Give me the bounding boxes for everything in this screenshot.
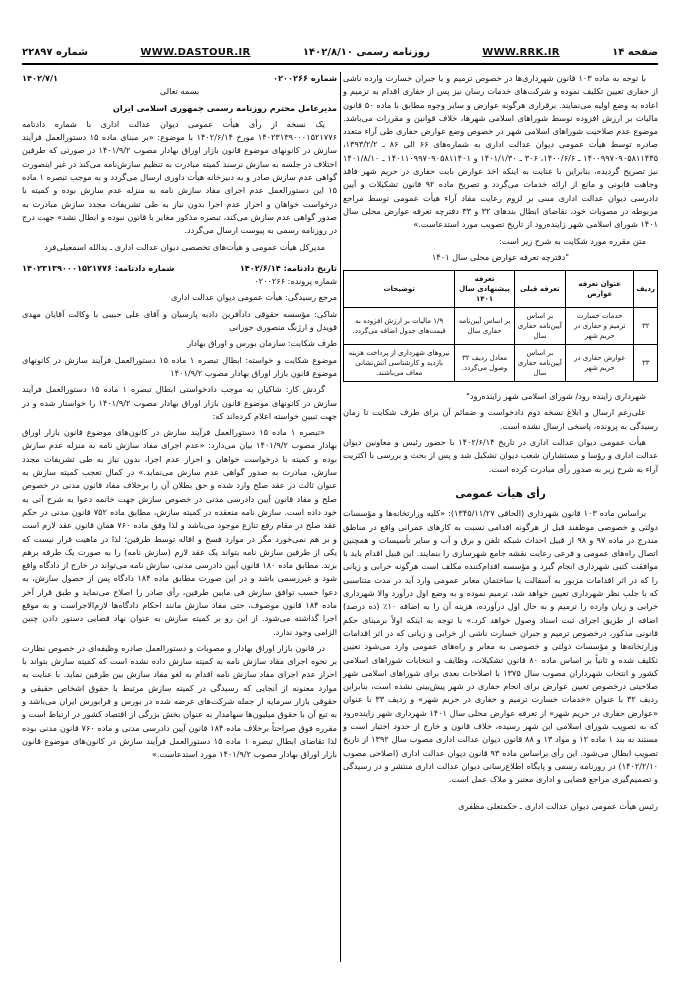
table-header-cell: ردیف — [634, 271, 658, 308]
paragraph: شهرداری زاینده رود/ شورای اسلامی شهر زاینده‌رود" — [466, 391, 646, 402]
paragraph: متن مقرره مورد شکایت به شرح زیر است: — [498, 235, 646, 246]
paragraph: یک نسخه از رأی هیأت عمومی دیوان عدالت اداری با شماره دادنامه ۱۴۰۲۳۱۳۹۰۰۰۱۵۲۱۷۷۶ مورخ ۱۴۰۲/۶/۱۴ با موضوع: «بر مبنای ماده ۱۵ دستورالعمل فرآیند سازش در کانونهای موضوع قانون بازار اوراق بهادار مصوب ۱۴۰۱/۹/۲ در صورتی که طرفین اختلاف در جلسه به سازش نرسند کمیته مبادرت به تنظیم سازش‌نامه می‌کند در غیر اینصورت گواهی عدم سازش صادر و به دبیرخانه هیأت داوری ارسال می‌گردد و به موجب تبصره ۱ ماده ۱۵ این دستورالعمل عدم اجرای مفاد سازش نامه به منزله عدم سازش بوده و کمیته با درخواست خواهان و احراز عدم اجرا بدون نیاز به طی تشریفات مجدد سازش مبادرت به صدور گواهی عدم سازش می‌کند، تبصره مذکور مغایر با قانون نبوده و ابطال نشد» جهت درج در روزنامه رسمی به پیوست ارسال می‌گردد. — [22, 118, 338, 236]
table-cell: بر اساس آیین‌نامه حفاری سال — [514, 308, 565, 345]
paragraph: علی‌رغم ارسال و ابلاغ نسخه دوم دادخواست و ضمائم آن برای طرف شکایت تا زمان رسیدگی به پرونده، پاسخی ارسال نشده است. — [343, 407, 658, 431]
site-link-left[interactable]: WWW.DASTOUR.IR — [140, 46, 251, 58]
plaintiff: شاکی: مؤسسه حقوقی دادآفرین دادبه پارسیان و آقای علی حبیبی با وکالت آقایان مهدی قویدل و ارژنگ منصوری جوزانی — [22, 308, 337, 333]
issue-number: شماره ۲۲۸۹۷ — [22, 46, 88, 58]
table-row — [344, 308, 658, 345]
process: گردش کار: شاکیان به موجب دادخواستی ابطال تبصره ۱ ماده ۱۵ دستورالعمل فرآیند سازش در کانونهای موضوع قانون بازار اوراق بهادار مصوب ۱۴۰۱/۹/۲ را خواستار شده و در جهت تبیین خواسته اعلام کرده‌اند که: — [22, 384, 337, 421]
table-header-cell: توضیحات — [344, 271, 455, 308]
addressee: مدیرعامل محترم روزنامه رسمی جمهوری اسلامی ایران — [112, 102, 337, 113]
paragraph: "دفترچه تعرفه عوارض محلی سال ۱۴۰۱ — [431, 251, 570, 262]
paragraph: براساس ماده ۱۰۳ قانون شهرداری (الحاقی ۱۳۴۵/۱۱/۲۷): «کلیه وزارتخانه‌ها و مؤسسات دولتی و خصوصی موظفند قبل از هرگونه اقدامی نسبت به کارهای عمرانی واقع در مناطق مندرج در ماده ۹۷ و ۹۸ از قبیل احداث شبکه تلفن و برق و آب و سایر تأسیسات و همچنین اتصال راه‌های عمومی و فرعی رعایت نقشه جامع شهرسازی را بنمایند. این قبیل اقدام باید با موافقت کتبی شهرداری انجام گیرد و مؤسسه اقدام‌کننده مکلف است هرگونه خرابی و زیانی را که در اثر اقدامات مزبور به آسفالت یا ساختمان معابر عمومی وارد آید در مدت متناسبی که با جلب نظر شهرداری تعیین خواهد شد، ترمیم نموده و به وضع اول درآورد والا شهرداری خرابی و زیان وارده را ترمیم و به حال اول درآورده، هزینه آن را به اضافه ۱۰٪ (ده درصد) اضافه از طریق اجرای ثبت اسناد وصول خواهد کرد.» با توجه به اینکه اولاً برمبنای حکم قانونی مذکور، درخصوص ترمیم و جبران خسارت ناشی از خرابی و زیانی که در اثر اقدامات وزارتخانه‌ها و مؤسسات دولتی و خصوصی به معابر و راه‌های عمومی وارد می‌شود تعیین تکلیف شده و ثانیاً بر اساس ماده ۸۰ قانون تشکیلات، وظایف و انتخابات شوراهای اسلامی کشور و انتخاب شهرداران مصوب سال ۱۳۷۵ با اصلاحات بعدی برای شوراهای اسلامی شهر صلاحیتی درخصوص تعیین عوارض برای انجام حفاری در شهر پیش‌بینی نشده است، بنابراین ردیف ۳۲ با عنوان «خدمات خسارت ترمیم و حفاری در حریم شهر» و ردیف ۳۳ با عنوان «عوارض حفاری در حریم شهر» از تعرفه عوارض محلی سال ۱۴۰۱ شهرداری شهر زاینده‌رود که به تصویب شورای اسلامی این شهر رسیده، خلاف قانون و خارج از حدود اختیار است و مستند به بند ۱ ماده ۱۲ و مواد ۱۳ و ۸۸ قانون دیوان عدالت اداری مصوب سال ۱۳۹۲ از تاریخ تصویب ابطال می‌شود. این رأی براساس ماده ۹۳ قانون دیوان عدالت اداری (اصلاحی مصوب ۱۴۰۲/۲/۱۰) در روزنامه رسمی و پایگاه اطلاع‌رسانی دیوان عدالت اداری منتشر و در رسیدگی و تصمیم‌گیری مراجع قضایی و اداری معتبر و ملاک عمل است. — [343, 508, 659, 785]
table-cell: ۳۲ — [634, 308, 658, 345]
authority: مرجع رسیدگی: هیأت عمومی دیوان عدالت اداری — [170, 292, 337, 303]
page-number: صفحه ۱۴ — [612, 46, 658, 58]
case-date: تاریخ دادنامه: ۱۴۰۲/۶/۱۴ — [239, 262, 337, 273]
table-cell: ۱/۹ مالیات بر ارزش افزوده به قیمت‌های جدول اضافه می‌گردد. — [344, 308, 455, 345]
paragraph: هیأت عمومی دیوان عدالت اداری در تاریخ ۱۴۰۲/۶/۱۴ با حضور رئیس و معاونین دیوان عدالت اداری و رؤسا و مستشاران شعب دیوان تشکیل شد و پس از بحث و بررسی با اکثریت آراء به شرح زیر به صدور رأی مبادرت کرده است. — [343, 437, 658, 474]
table-cell: ۳۳ — [634, 345, 658, 382]
table-cell: نیروهای شهرداری از پرداخت هزینه بازدید و کارشناسی آتش‌نشانی معاف می‌باشند. — [344, 345, 455, 382]
paragraph: با توجه به ماده ۱۰۳ قانون شهرداری‌ها در خصوص ترمیم و یا جبران خسارت وارده ناشی از حفاری تعیین تکلیف نموده و شرکت‌های خدمات رسان نیز پس از حفاری اقدام به ترمیم و اعاده به وضع اولیه می‌نمایند. برقراری هرگونه عوارض و سایر وجوه مطابق با ماده ۵۰ قانون مالیات بر ارزش افزوده توسط شوراهای اسلامی شهرها، خلاف قوانین و مقررات می‌باشد. موضوع عدم صلاحیت شوراهای اسلامی شهر در خصوص وضع عوارض حفاری طی آراء متعدد صادره توسط هیأت عمومی دیوان عدالت اداری به شماره‌های ۶۶ الی ۸۶ ـ ۱۳۹۳/۲/۲، ۱۴۰۰۹۹۷۰۹۰۵۸۱۱۴۴۵ ـ ۱۴۰۰/۶/۶، ۳۰۶ ـ ۱۴۰۱/۱/۳۰ و ۱۴۰۱۱۰۹۹۷۰۹۰۵۸۱۱۴۰۱ ـ ۱۴۰۱/۸/۱۰ نیز تصریح گردیده، بنابراین با عنایت به اینکه اخذ عوارض بابت حفاری در حریم شهر فاقد وجاهت قانونی و مانع از ارائه خدمات می‌گردد و تصریح ماده ۹۲ قانون تشکیلات و آیین دادرسی دیوان عدالت اداری مبنی بر لزوم رعایت مفاد آراء هیأت عمومی توسط مراجع مربوطه در مصوبات خود، تقاضای ابطال بندهای ۳۲ و ۳۳ دفترچه تعرفه عوارض محلی سال ۱۴۰۱ شورای اسلامی شهر زاینده‌رود از تاریخ تصویب مورد استدعاست.» — [343, 73, 658, 230]
table-header-row — [344, 271, 658, 308]
left-column — [22, 72, 337, 765]
site-link-right[interactable]: WWW.RRK.IR — [482, 46, 560, 58]
column-divider — [340, 72, 341, 962]
right-column — [343, 72, 658, 817]
table-cell: خدمات خسارت ترمیم و حفاری در حریم شهر — [566, 308, 634, 345]
file-number: شماره پرونده: ۰۲۰۰۲۶۶ — [254, 276, 337, 287]
defendant: طرف شکایت: سازمان بورس و اوراق بهادار — [187, 338, 337, 349]
table-header-cell: تعرفه قبلی — [514, 271, 565, 308]
table-header-cell: تعرفه پیشنهادی سال ۱۴۰۱ — [455, 271, 514, 308]
letter-date: ۱۴۰۲/۷/۱ — [22, 73, 58, 83]
case-number: شماره دادنامه: ۱۴۰۲۳۱۳۹۰۰۰۱۵۲۱۷۷۶ — [22, 262, 175, 273]
subject: موضوع شکایت و خواسته: ابطال تبصره ۱ ماده ۱۵ دستورالعمل فرآیند سازش در کانونهای موضوع قانون بازار اوراق بهادار مصوب ۱۴۰۱/۹/۲ — [22, 354, 337, 378]
letter-number: شماره ۰۲۰۰۲۶۶ — [273, 73, 337, 83]
ruling-title: رأی هیأت عمومی — [455, 487, 546, 500]
table-cell: بر اساس آیین‌نامه حفاری سال — [514, 345, 565, 382]
paragraph: «تبصره ۱ ماده ۱۵ دستورالعمل فرآیند سازش در کانون‌های موضوع قانون بازار اوراق بهادار مصوب ۱۴۰۱/۹/۲ بیان می‌دارد: «عدم اجرای مفاد سازش نامه به منزله عدم سازش بوده و کمیته با درخواست خواهان و احراز عدم اجرا، بدون نیاز به طی تشریفات مجدد سازش، مبادرت به صدور گواهی عدم سازش می‌نماید.» در کمال تعجب کمیته سازش به عنوان ثالث در عقد صلح وارد شده و حق بطلان آن را برخلاف مفاد قانون مدنی در خصوص صلح و مفاد قانون آیین دادرسی مدنی در خصوص سازش جهت خاتمه دعوا به شرح آتی به خود داده است. سازش نامه منعقده در کمیته سازش، مطابق ماده ۷۵۲ قانون مدنی در حکم عقد صلح در مقام رفع تنازع موجود می‌باشد و لذا وفق ماده ۷۶۰ همان قانون عقد لازم است و بر هم نمی‌خورد مگر در موارد فسخ و اقاله توسط طرفین؛ لذا در ماهیت قرار نیست که یکی از طرفین سازش نامه بتواند یک عقد لازم (سازش نامه) را به صورت یک طرفه برهم بزند. مطابق ماده ۱۸۰ قانون آیین دادرسی مدنی، سازش نامه می‌تواند در خارج از دادگاه واقع شود و غیررسمی باشد و در این صورت مطابق ماده ۱۸۴ دادگاه پس از حصول سازش، به دعوا حسب توافق سازش فی مابین طرفین، رأی صادر را اصلاح می‌نماید و طبق قرار آخر ماده ۱۸۴ قانون موصوف، حتی مفاد سازش مانند احکام دادگاه‌ها لازم‌الاجراست و به موقع اجرا گذاشته می‌شود. از این رو بر کمیته سازش به عنوان نهاد قضایی دستور دادن چنین الزامی وجود ندارد. — [22, 427, 337, 637]
letter-meta — [22, 72, 337, 85]
case-meta — [22, 262, 337, 275]
page-header — [22, 44, 658, 60]
tariff-table — [343, 270, 658, 382]
signature: رئیس هیأت عمومی دیوان عدالت اداری ـ حکمتعلی مظفری — [458, 801, 658, 812]
paragraph: در قانون بازار اوراق بهادار و مصوبات و دستورالعمل صادره وظیفه‌ای در خصوص نظارت بر نحوه اجرای مفاد سازش نامه به کمیته سازش داده نشده است که کمیته سازش بتواند با احراز عدم اجرای مفاد سازش نامه اقدام به لغو مفاد سازش بین طرفین نماید. با عنایت به موارد معنونه از آنجایی که رسیدگی در کمیته سازش مرتبط با حقوق اشخاص حقیقی و حقوقی بازار سرمایه از جمله شرکت‌های عرضه شده در بورس و فرابورس ایران می‌باشد و به تبع آن با حقوق میلیون‌ها سهامدار به عنوان بخش بزرگی از اقتصاد کشور در ارتباط است و مقرره فوق صراحتاً برخلاف ماده ۱۸۴ قانون آیین دادرسی مدنی و ماده ۷۶۰ قانون مدنی بوده لذا تقاضای ابطال تبصره ۱ ماده ۱۵ دستورالعمل فرآیند سازش در کانون‌های موضوع قانون بازار اوراق بهادار مصوب ۱۴۰۱/۹/۲ مورد استدعاست.» — [22, 642, 338, 760]
table-cell: معادل ردیف ۳۲ وصول می‌گردد. — [455, 345, 514, 382]
bismillah: بسمه تعالی — [159, 86, 200, 97]
paragraph: مدیرکل هیأت عمومی و هیأت‌های تخصصی دیوان عدالت اداری ـ یدالله اسمعیلی‌فرد — [44, 241, 325, 252]
table-cell: بر اساس آیین‌نامه حفاری سال — [455, 308, 514, 345]
table-cell: عوارض حفاری در حریم شهر — [566, 345, 634, 382]
table-row — [344, 345, 658, 382]
header-rule — [22, 63, 658, 65]
journal-date: روزنامه رسمی ۱۴۰۲/۸/۱۰ — [302, 46, 430, 58]
table-header-cell: عنوان تعرفه عوارض — [566, 271, 634, 308]
